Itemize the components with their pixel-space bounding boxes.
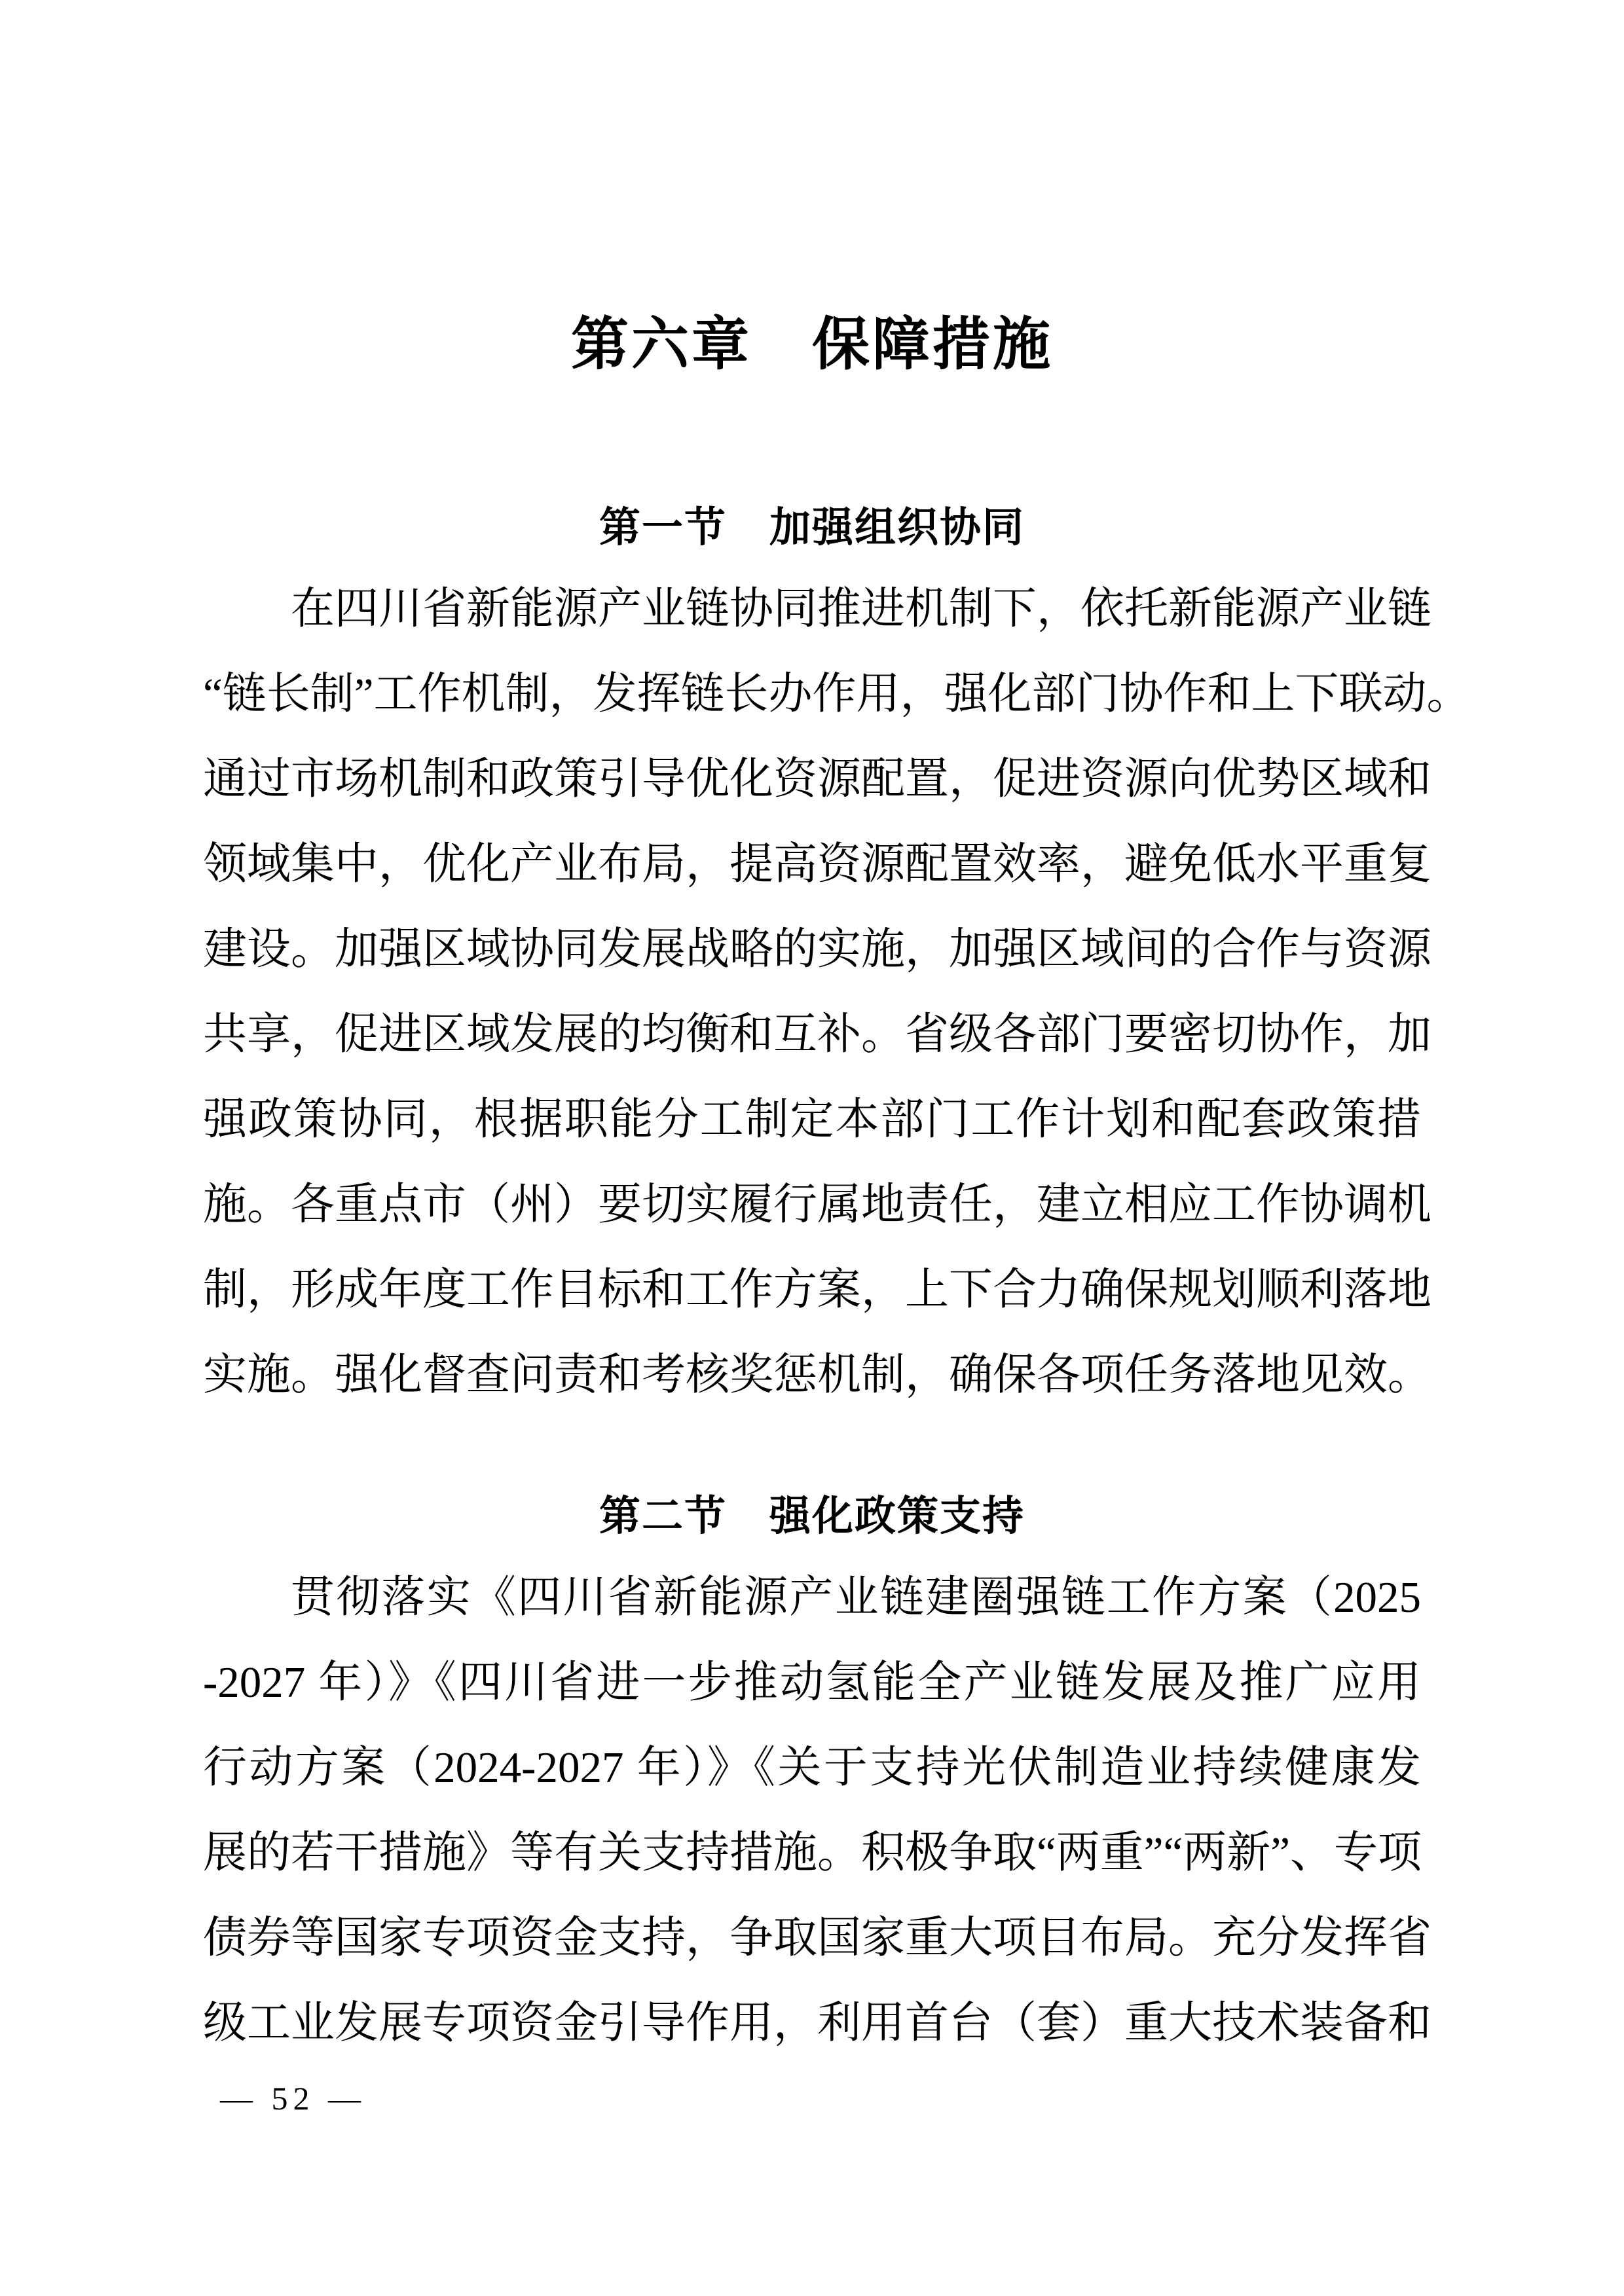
section-2-paragraph: [203, 1555, 1431, 2066]
section-1-paragraph: [203, 566, 1471, 1417]
body-line: 行动方案（2024-2027 年）》《关于支持光伏制造业持续健康发: [203, 1743, 1421, 1792]
chapter-title: 第六章 保障措施: [570, 314, 1053, 377]
body-line: 展的若干措施》等有关支持措施。积极争取“两重”“两新”、专项: [203, 1829, 1422, 1877]
body-line: 债券等国家专项资金支持，争取国家重大项目布局。充分发挥省: [203, 1914, 1431, 1962]
body-line: 领域集中，优化产业布局，提高资源配置效率，避免低水平重复: [203, 840, 1431, 888]
section-1-heading: 第一节 加强组织协同: [599, 505, 1025, 551]
body-line: 级工业发展专项资金引导作用，利用首台（套）重大技术装备和: [203, 1999, 1431, 2047]
section-2-heading: 第二节 强化政策支持: [599, 1493, 1025, 1539]
body-line: “链长制”工作机制，发挥链长办作用，强化部门协作和上下联动。: [203, 670, 1471, 718]
page-number: — 52 —: [220, 2080, 366, 2117]
body-line: -2027 年）》《四川省进一步推动氢能全产业链发展及推广应用: [203, 1658, 1421, 1707]
body-line: 通过市场机制和政策引导优化资源配置，促进资源向优势区域和: [203, 755, 1431, 803]
body-line: 强政策协同，根据职能分工制定本部门工作计划和配套政策措: [203, 1095, 1421, 1144]
body-line: 贯彻落实《四川省新能源产业链建圈强链工作方案（2025: [291, 1573, 1421, 1622]
body-line: 建设。加强区域协同发展战略的实施，加强区域间的合作与资源: [203, 925, 1431, 974]
body-line: 在四川省新能源产业链协同推进机制下，依托新能源产业链: [291, 585, 1431, 633]
body-line: 实施。强化督查问责和考核奖惩机制，确保各项任务落地见效。: [203, 1351, 1431, 1399]
body-line: 施。各重点市（州）要切实履行属地责任，建立相应工作协调机: [203, 1180, 1431, 1229]
body-line: 制，形成年度工作目标和工作方案，上下合力确保规划顺利落地: [203, 1266, 1431, 1314]
body-line: 共享，促进区域发展的均衡和互补。省级各部门要密切协作，加: [203, 1010, 1431, 1059]
